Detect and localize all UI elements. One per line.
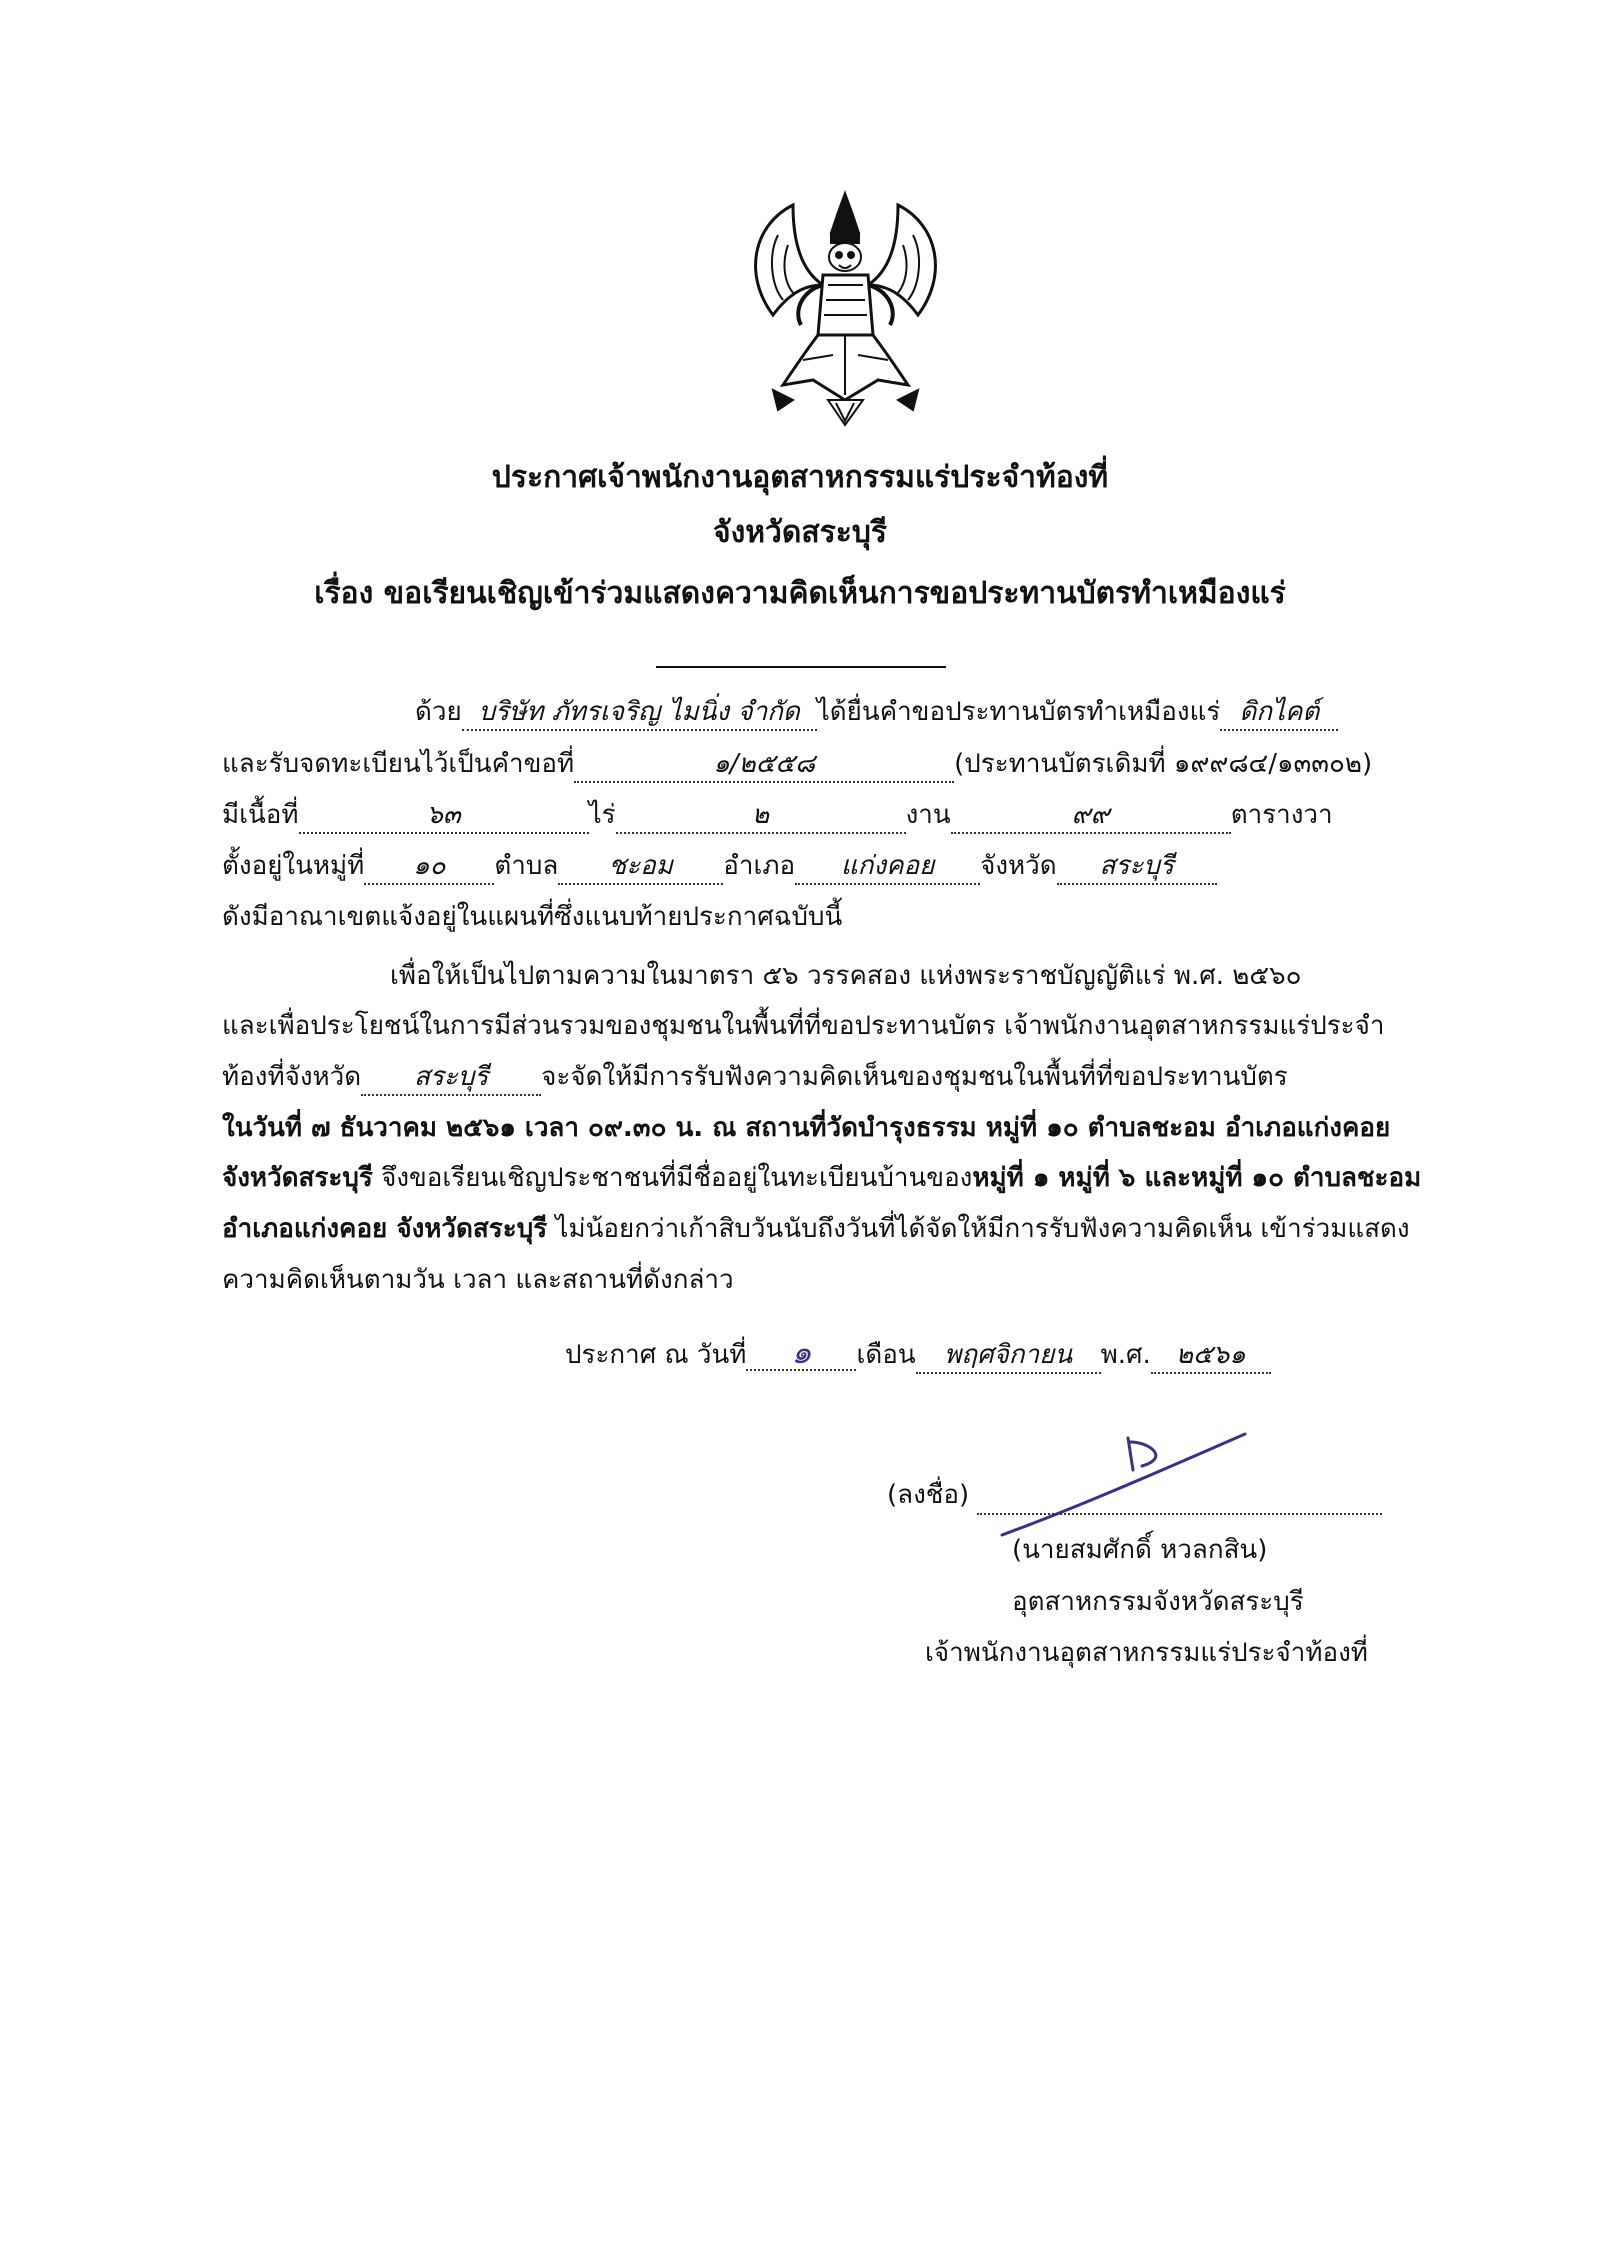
rai-label: ไร่ <box>588 800 616 830</box>
form-line-location <box>222 846 1217 886</box>
signature-label: (ลงชื่อ) <box>887 1480 970 1510</box>
month-field: พฤศจิกายน <box>916 1338 1101 1374</box>
signatory-name: (นายสมศักดิ์ หวลกสิน) <box>1012 1535 1268 1565</box>
moo-label: ตั้งอยู่ในหมู่ที่ <box>222 851 365 881</box>
mineral-field: ดิกไคต์ <box>1220 695 1338 731</box>
wa-label: ตารางวา <box>1230 800 1333 830</box>
signatory-position-2: เจ้าพนักงานอุตสาหกรรมแร่ประจำท้องที่ <box>925 1638 1368 1668</box>
form-line-company <box>415 692 1338 732</box>
announcement-title: ประกาศเจ้าพนักงานอุตสาหกรรมแร่ประจำท้องที่ <box>491 460 1109 495</box>
old-license-text: (ประทานบัตรเดิมที่ ๑๙๙๘๔/๑๓๓๐๒) <box>954 749 1373 779</box>
garuda-emblem-icon <box>733 185 958 430</box>
para2-line5-bold-end: หมู่ที่ ๑ หมู่ที่ ๖ และหมู่ที่ ๑๐ ตำบลชะอม <box>972 1163 1422 1193</box>
company-field: บริษัท ภัทรเจริญ ไมนิ่ง จำกัด <box>462 695 817 731</box>
province-inline-field: สระบุรี <box>361 1060 541 1096</box>
para2-line5 <box>222 1158 1421 1198</box>
form-line-registration <box>222 744 1372 784</box>
para2-line6-bold: อำเภอแก่งคอย จังหวัดสระบุรี <box>222 1214 548 1244</box>
para2-line6-rest: ไม่น้อยกว่าเก้าสิบวันนับถึงวันที่ได้จัดให้มีการรับฟังความคิดเห็น เข้าร่วมแสดง <box>547 1214 1410 1244</box>
with-label: ด้วย <box>415 697 462 727</box>
province-label: จังหวัด <box>980 851 1057 881</box>
announcement-date <box>565 1335 1271 1375</box>
rai-field: ๖๓ <box>299 798 589 834</box>
para2-line4: ในวันที่ ๗ ธันวาคม ๒๕๖๑ เวลา ๐๙.๓๐ น. ณ สถานที่วัดบำรุงธรรม หมู่ที่ ๑๐ ตำบลชะอม อำเภอแก่งคอย <box>222 1113 1391 1143</box>
para2-line5-bold-start: จังหวัดสระบุรี <box>222 1163 373 1193</box>
ngan-label: งาน <box>905 800 951 830</box>
title-divider <box>656 666 946 668</box>
para2-line5-middle: จึงขอเรียนเชิญประชาชนที่มีชื่ออยู่ในทะเบียนบ้านของ <box>372 1163 973 1193</box>
amphoe-field: แก่งคอย <box>795 849 980 885</box>
registered-label: และรับจดทะเบียนไว้เป็นคำขอที่ <box>222 749 575 779</box>
para2-line2: และเพื่อประโยชน์ในการมีส่วนรวมของชุมชนในพื้นที่ที่ขอประทานบัตร เจ้าพนักงานอุตสาหกรรมแร่ประจำ <box>222 1011 1385 1041</box>
moo-field: ๑๐ <box>364 849 494 885</box>
ngan-field: ๒ <box>616 798 906 834</box>
year-field: ๒๕๖๑ <box>1151 1338 1271 1374</box>
wa-field: ๙๙ <box>951 798 1231 834</box>
province-heading: จังหวัดสระบุรี <box>712 515 888 550</box>
para2-line7: ความคิดเห็นตามวัน เวลา และสถานที่ดังกล่าว <box>222 1265 734 1295</box>
signature-line <box>887 1475 1382 1515</box>
area-label: มีเนื้อที่ <box>222 800 299 830</box>
signature-dotted-line <box>977 1483 1382 1515</box>
request-number-field: ๑/๒๕๕๘ <box>574 747 954 783</box>
tambon-field: ชะอม <box>558 849 723 885</box>
map-note: ดังมีอาณาเขตแจ้งอยู่ในแผนที่ซึ่งแนบท้ายประกาศฉบับนี้ <box>222 902 843 932</box>
para2-line1: เพื่อให้เป็นไปตามความในมาตรา ๕๖ วรรคสอง แห่งพระราชบัญญัติแร่ พ.ศ. ๒๕๖๐ <box>390 961 1302 991</box>
subject-heading: เรื่อง ขอเรียนเชิญเข้าร่วมแสดงความคิดเห็นการขอประทานบัตรทำเหมืองแร่ <box>314 576 1286 611</box>
day-field: ๑ <box>746 1335 856 1371</box>
month-label: เดือน <box>856 1340 916 1370</box>
para2-line3-start: ท้องที่จังหวัด <box>222 1062 362 1092</box>
amphoe-label: อำเภอ <box>723 851 796 881</box>
submitted-label: ได้ยื่นคำขอประทานบัตรทำเหมืองแร่ <box>816 697 1221 727</box>
signatory-position-1: อุตสาหกรรมจังหวัดสระบุรี <box>1012 1587 1304 1617</box>
tambon-label: ตำบล <box>494 851 559 881</box>
date-label: ประกาศ ณ วันที่ <box>565 1340 747 1370</box>
form-line-area <box>222 795 1333 835</box>
para2-line3-end: จะจัดให้มีการรับฟังความคิดเห็นของชุมชนในพื้นที่ที่ขอประทานบัตร <box>541 1062 1288 1092</box>
para2-line3 <box>222 1057 1288 1097</box>
para2-line6 <box>222 1209 1410 1249</box>
province-field: สระบุรี <box>1057 849 1217 885</box>
year-label: พ.ศ. <box>1100 1340 1151 1370</box>
